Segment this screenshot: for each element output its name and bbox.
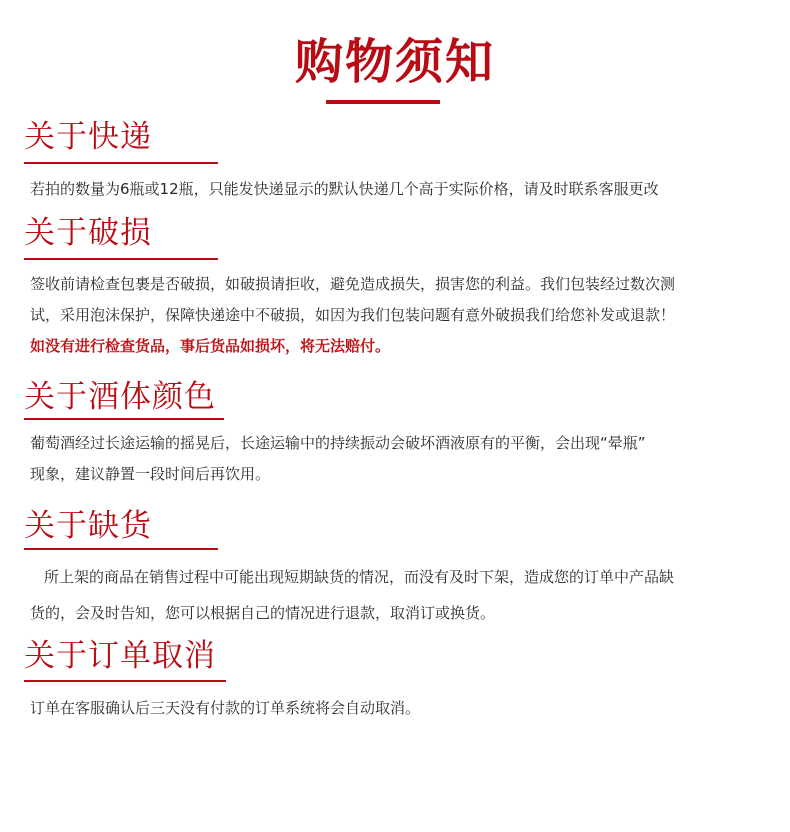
- section-damage-divider: [24, 258, 218, 260]
- paragraph-line: 货的，会及时告知，您可以根据自己的情况进行退款，取消订或换货。: [30, 604, 496, 622]
- section-express-divider: [24, 162, 218, 164]
- section-express-text: [30, 175, 768, 203]
- paragraph-line: 订单在客服确认后三天没有付款的订单系统将会自动取消。: [30, 699, 421, 717]
- section-wine-color-divider: [24, 418, 224, 420]
- paragraph-line: 试，采用泡沫保护，保障快递途中不破损，如因为我们包装问题有意外破损我们给您补发或退款！: [30, 306, 676, 324]
- paragraph-line: 现象，建议静置一段时间后再饮用。: [30, 465, 271, 483]
- title-underline: [326, 100, 440, 104]
- section-wine-color-heading: 关于酒体颜色: [24, 379, 216, 415]
- section-stockout-divider: [24, 548, 218, 550]
- section-order-cancel-divider: [24, 680, 226, 682]
- section-stockout-text: [30, 559, 768, 631]
- section-express-heading: 关于快递: [24, 119, 152, 155]
- section-damage-heading: 关于破损: [24, 215, 152, 251]
- paragraph-line: 所上架的商品在销售过程中可能出现短期缺货的情况，而没有及时下架，造成您的订单中产品缺: [44, 568, 675, 586]
- page-title: 购物须知: [294, 34, 495, 90]
- section-order-cancel-text: [30, 694, 768, 722]
- section-stockout-heading: 关于缺货: [24, 508, 152, 544]
- section-wine-color-text: [30, 429, 768, 488]
- paragraph-line: 若拍的数量为6瓶或12瓶，只能发快递显示的默认快递几个高于实际价格，请及时联系客服更改: [30, 180, 659, 198]
- paragraph-line: 葡萄酒经过长途运输的摇晃后，长途运输中的持续振动会破坏酒液原有的平衡，会出现“晕瓶”: [30, 434, 646, 452]
- paragraph-line: 签收前请检查包裹是否破损，如破损请拒收，避免造成损失，损害您的利益。我们包装经过数次测: [30, 275, 676, 293]
- section-order-cancel-heading: 关于订单取消: [24, 638, 216, 674]
- damage-warning: 如没有进行检查货品，事后货品如损坏，将无法赔付。: [30, 337, 391, 355]
- section-damage-text: [30, 270, 768, 360]
